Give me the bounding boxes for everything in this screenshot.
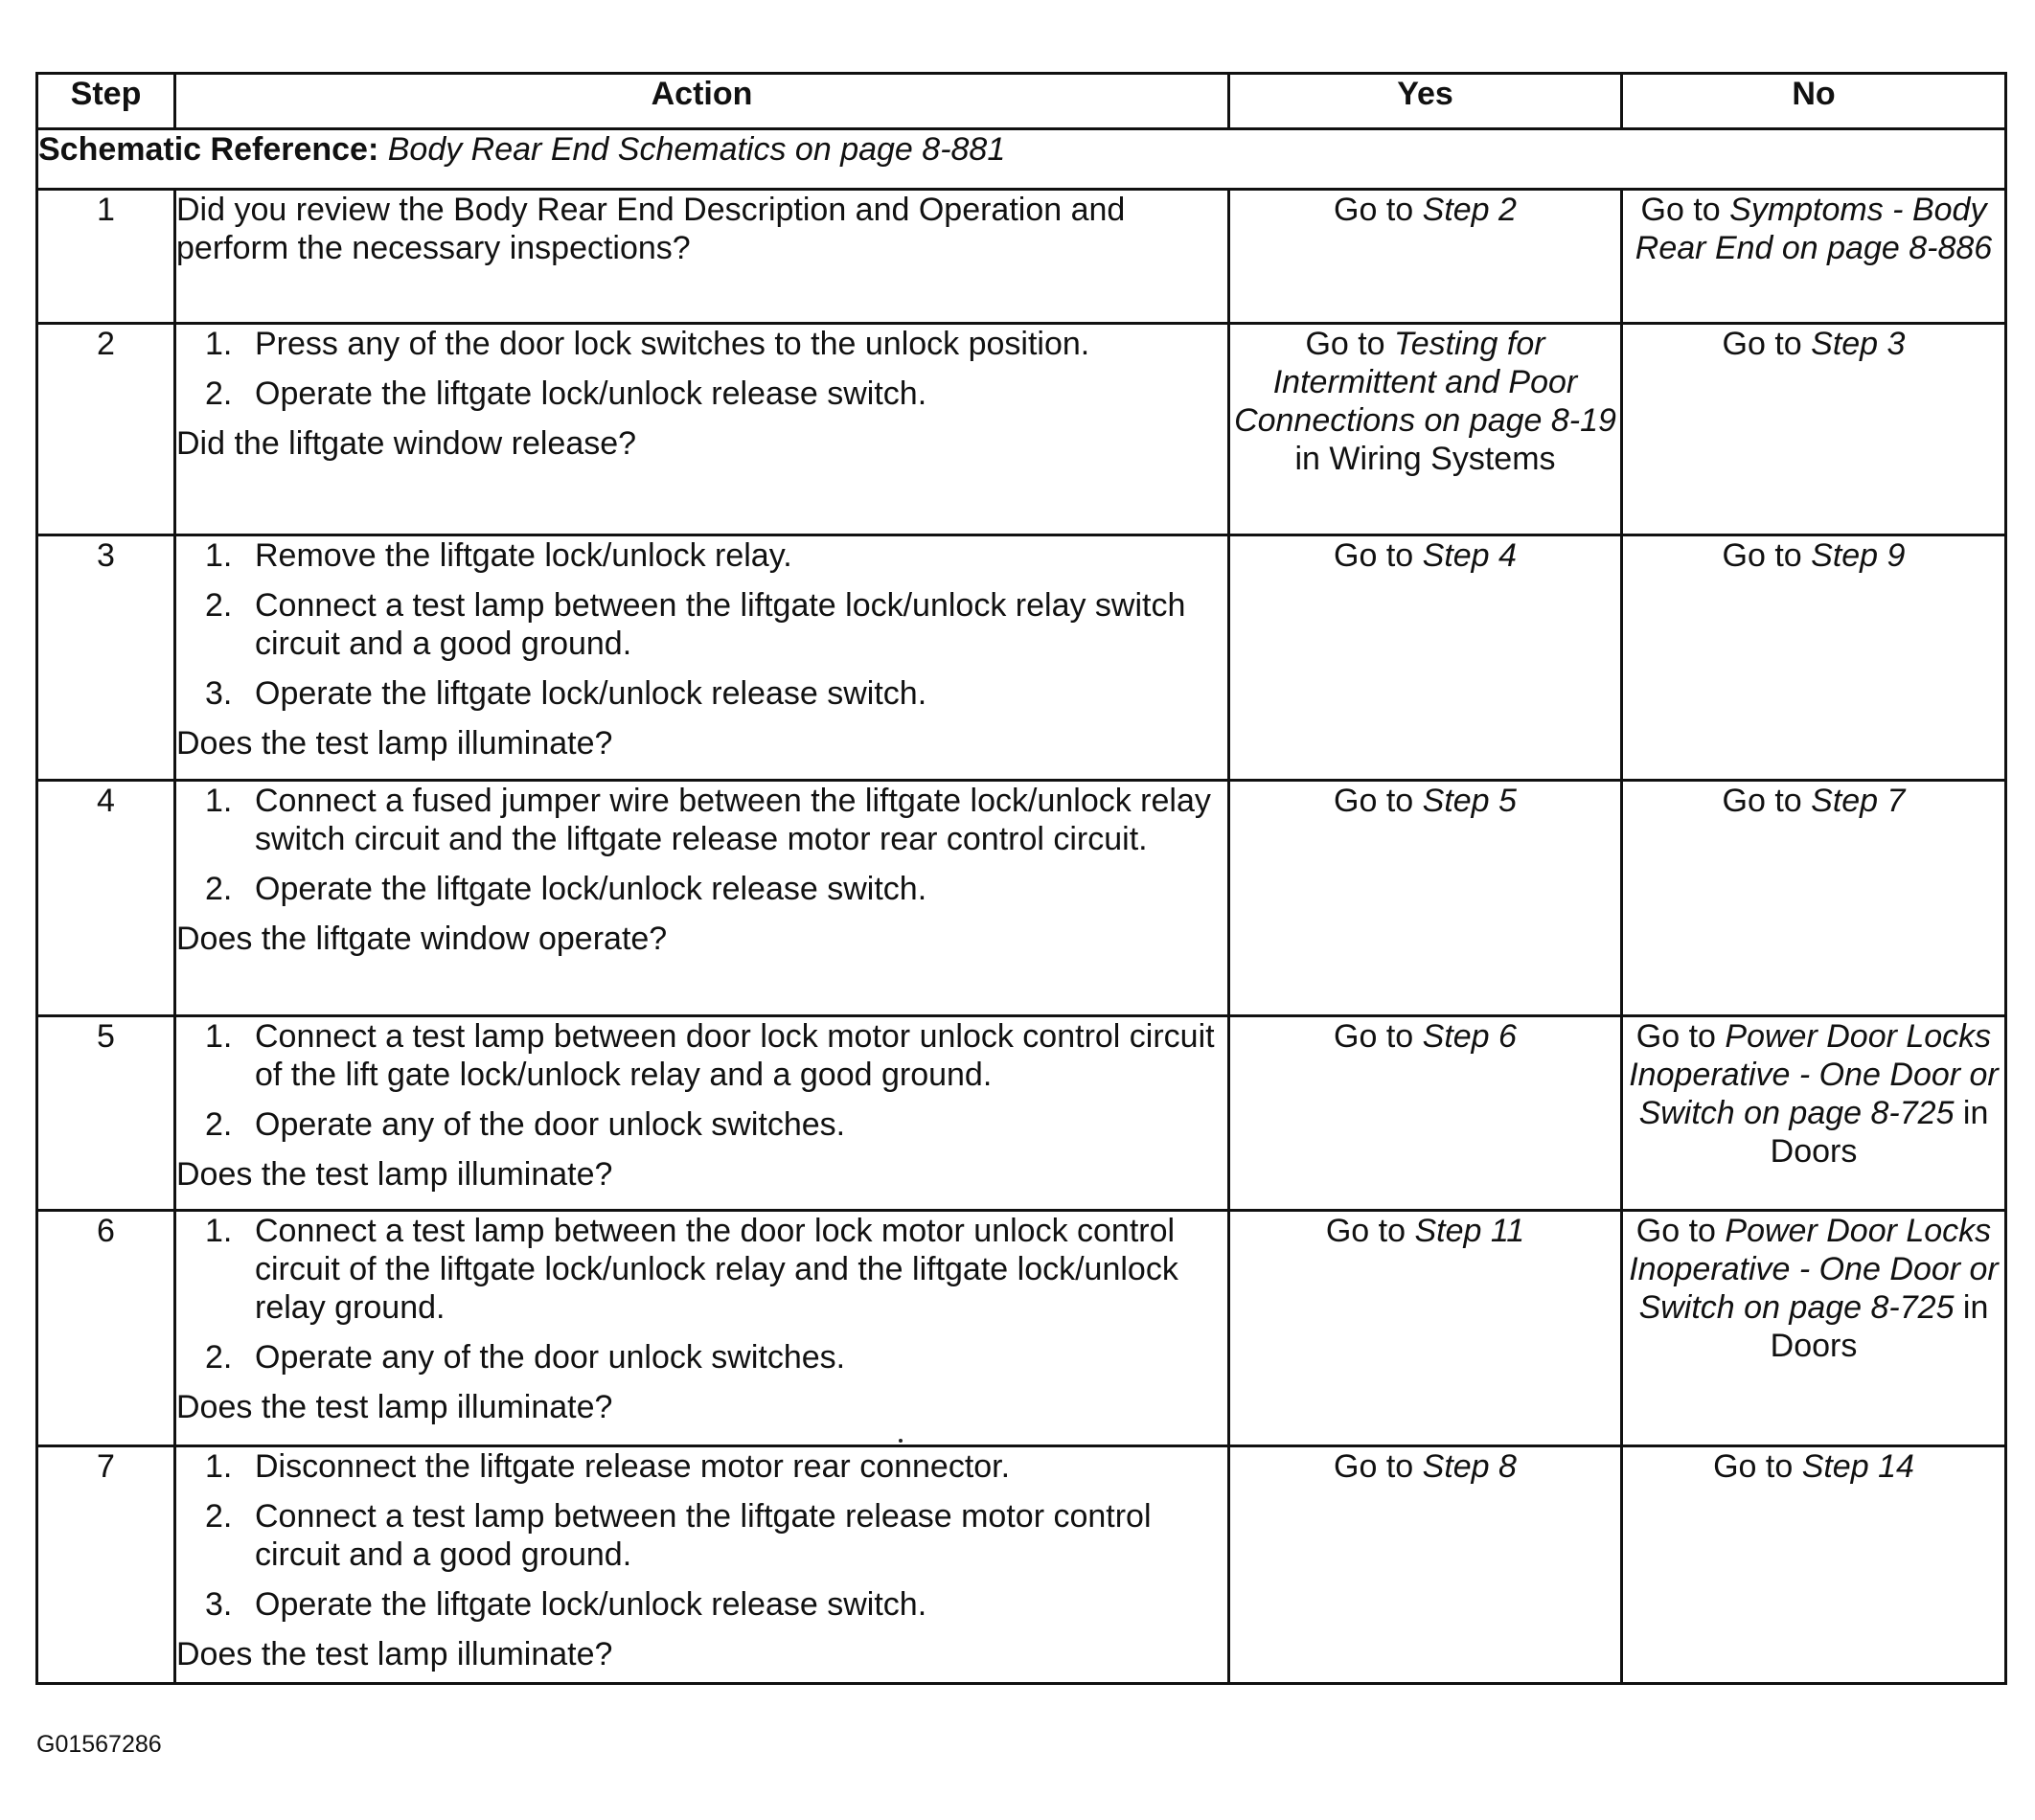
- step-row: [37, 190, 2006, 324]
- no-prefix: Go to: [1722, 783, 1812, 819]
- action-step-text: Connect a fused jumper wire between the liftgate lock/unlock relay switch circuit and the liftgate release motor rear control circuit.: [255, 783, 1211, 857]
- no-prefix: Go to: [1713, 1448, 1802, 1485]
- action-step-item: [176, 375, 1227, 413]
- no-reference-link[interactable]: Power Door Locks Inoperative - One Door or Switch on page 8-725: [1629, 1018, 1999, 1131]
- action-step-number: 2.: [205, 587, 233, 624]
- yes-prefix: Go to: [1334, 1448, 1423, 1485]
- action-step-item: [176, 1497, 1227, 1574]
- no-prefix: Go to: [1635, 1213, 1726, 1249]
- action-step-number: 1.: [205, 1448, 233, 1485]
- action-step-number: 2.: [205, 375, 233, 412]
- yes-cell: [1229, 1211, 1622, 1446]
- no-cell: [1622, 324, 2006, 535]
- no-cell: [1622, 1211, 2006, 1446]
- step-number: 6: [37, 1211, 175, 1446]
- no-cell: [1622, 190, 2006, 324]
- action-cell: [175, 535, 1229, 781]
- action-step-number: 1.: [205, 1213, 233, 1249]
- action-steps-list: [176, 1212, 1227, 1376]
- no-suffix: in Doors: [1770, 1095, 1989, 1170]
- no-suffix: in Doors: [1770, 1289, 1989, 1364]
- no-reference-link[interactable]: Step 14: [1801, 1448, 1914, 1485]
- action-step-item: [176, 1017, 1227, 1094]
- action-question: Does the test lamp illuminate?: [176, 1389, 613, 1425]
- header-row: [37, 74, 2006, 129]
- action-step-item: [176, 1585, 1227, 1624]
- no-reference-link[interactable]: Step 7: [1811, 783, 1906, 819]
- yes-cell: [1229, 781, 1622, 1016]
- scan-speck: [899, 1439, 903, 1443]
- action-step-number: 1.: [205, 537, 233, 574]
- yes-reference-link[interactable]: Step 11: [1414, 1213, 1525, 1249]
- action-cell: [175, 1211, 1229, 1446]
- yes-cell: [1229, 190, 1622, 324]
- action-step-item: [176, 1338, 1227, 1376]
- action-step-text: Press any of the door lock switches to the unlock position.: [255, 326, 1090, 362]
- schematic-reference-cell: [37, 129, 2006, 190]
- step-number: 7: [37, 1446, 175, 1684]
- action-step-text: Connect a test lamp between the door lock motor unlock control circuit of the liftgate lock/unlock relay and the liftgate lock/unlock relay ground.: [255, 1213, 1178, 1326]
- figure-id: G01567286: [36, 1731, 162, 1758]
- yes-reference-link[interactable]: Step 4: [1422, 537, 1517, 574]
- yes-prefix: Go to: [1334, 783, 1423, 819]
- action-step-item: [176, 586, 1227, 663]
- no-prefix: Go to: [1722, 537, 1812, 574]
- yes-reference-link[interactable]: Step 6: [1422, 1018, 1517, 1055]
- action-question: Does the test lamp illuminate?: [176, 1156, 613, 1193]
- action-step-number: 2.: [205, 1106, 233, 1143]
- yes-cell: [1229, 1446, 1622, 1684]
- action-step-text: Operate the liftgate lock/unlock release switch.: [255, 871, 927, 907]
- yes-prefix: Go to: [1334, 537, 1423, 574]
- header-step: Step: [37, 74, 175, 129]
- schematic-reference-label: Schematic Reference:: [38, 131, 379, 168]
- no-cell: [1622, 535, 2006, 781]
- yes-prefix: Go to: [1325, 1213, 1415, 1249]
- step-row: [37, 1211, 2006, 1446]
- no-reference-link[interactable]: Power Door Locks Inoperative - One Door or Switch on page 8-725: [1629, 1213, 1999, 1326]
- yes-prefix: Go to: [1305, 326, 1395, 362]
- action-step-text: Operate any of the door unlock switches.: [255, 1106, 846, 1143]
- action-step-number: 1.: [205, 326, 233, 362]
- action-step-text: Connect a test lamp between door lock motor unlock control circuit of the lift gate lock/unlock relay and a good ground.: [255, 1018, 1215, 1093]
- action-question: Does the liftgate window operate?: [176, 921, 668, 957]
- action-step-item: [176, 536, 1227, 575]
- no-cell: [1622, 1016, 2006, 1211]
- action-question: Does the test lamp illuminate?: [176, 1636, 613, 1672]
- action-step-number: 1.: [205, 783, 233, 819]
- action-step-item: [176, 674, 1227, 713]
- action-step-text: Connect a test lamp between the liftgate lock/unlock relay switch circuit and a good ground.: [255, 587, 1186, 662]
- step-row: [37, 1016, 2006, 1211]
- action-step-text: Operate the liftgate lock/unlock release switch.: [255, 375, 927, 412]
- yes-reference-link[interactable]: Testing for Intermittent and Poor Connections on page 8-19: [1234, 326, 1616, 439]
- step-row: [37, 781, 2006, 1016]
- action-cell: [175, 190, 1229, 324]
- action-step-number: 3.: [205, 1586, 233, 1623]
- diagnostic-table: [35, 72, 2007, 1685]
- action-step-text: Operate any of the door unlock switches.: [255, 1339, 846, 1376]
- step-number: 1: [37, 190, 175, 324]
- step-row: [37, 535, 2006, 781]
- step-row: [37, 324, 2006, 535]
- action-step-number: 2.: [205, 1498, 233, 1535]
- action-cell: [175, 324, 1229, 535]
- action-step-item: [176, 870, 1227, 908]
- action-step-item: [176, 1105, 1227, 1144]
- action-cell: [175, 1446, 1229, 1684]
- yes-reference-link[interactable]: Step 8: [1422, 1448, 1517, 1485]
- no-reference-link[interactable]: Symptoms - Body Rear End on page 8-886: [1635, 192, 1993, 266]
- schematic-reference-link[interactable]: Body Rear End Schematics on page 8-881: [387, 131, 1006, 168]
- step-row: [37, 1446, 2006, 1684]
- action-step-item: [176, 325, 1227, 363]
- action-step-item: [176, 782, 1227, 858]
- action-step-number: 1.: [205, 1018, 233, 1055]
- action-step-text: Operate the liftgate lock/unlock release switch.: [255, 1586, 927, 1623]
- no-reference-link[interactable]: Step 9: [1811, 537, 1906, 574]
- yes-prefix: Go to: [1334, 192, 1423, 228]
- step-number: 3: [37, 535, 175, 781]
- yes-cell: [1229, 1016, 1622, 1211]
- no-cell: [1622, 781, 2006, 1016]
- header-yes: Yes: [1229, 74, 1622, 129]
- action-question: Does the test lamp illuminate?: [176, 725, 613, 762]
- yes-cell: [1229, 324, 1622, 535]
- action-steps-list: [176, 325, 1227, 413]
- action-cell: [175, 781, 1229, 1016]
- action-question: Did you review the Body Rear End Description and Operation and perform the necessary inspections?: [176, 192, 1126, 266]
- no-reference-link[interactable]: Step 3: [1811, 326, 1906, 362]
- yes-reference-link[interactable]: Step 2: [1422, 192, 1517, 228]
- header-action: Action: [175, 74, 1229, 129]
- no-prefix: Go to: [1722, 326, 1812, 362]
- action-step-text: Disconnect the liftgate release motor rear connector.: [255, 1448, 1011, 1485]
- action-cell: [175, 1016, 1229, 1211]
- step-number: 5: [37, 1016, 175, 1211]
- step-number: 4: [37, 781, 175, 1016]
- no-prefix: Go to: [1635, 1018, 1726, 1055]
- step-number: 2: [37, 324, 175, 535]
- action-steps-list: [176, 1017, 1227, 1144]
- action-step-number: 2.: [205, 871, 233, 907]
- action-step-text: Operate the liftgate lock/unlock release switch.: [255, 675, 927, 712]
- action-step-number: 3.: [205, 675, 233, 712]
- action-steps-list: [176, 782, 1227, 908]
- action-steps-list: [176, 1447, 1227, 1624]
- action-step-text: Remove the liftgate lock/unlock relay.: [255, 537, 792, 574]
- yes-cell: [1229, 535, 1622, 781]
- action-step-number: 2.: [205, 1339, 233, 1376]
- schematic-reference-row: [37, 129, 2006, 190]
- action-step-text: Connect a test lamp between the liftgate release motor control circuit and a good ground.: [255, 1498, 1152, 1573]
- action-question: Did the liftgate window release?: [176, 425, 637, 462]
- yes-reference-link[interactable]: Step 5: [1422, 783, 1517, 819]
- yes-suffix: in Wiring Systems: [1294, 441, 1556, 477]
- action-step-item: [176, 1447, 1227, 1486]
- no-cell: [1622, 1446, 2006, 1684]
- action-step-item: [176, 1212, 1227, 1327]
- action-steps-list: [176, 536, 1227, 713]
- no-prefix: Go to: [1640, 192, 1730, 228]
- yes-prefix: Go to: [1334, 1018, 1423, 1055]
- header-no: No: [1622, 74, 2006, 129]
